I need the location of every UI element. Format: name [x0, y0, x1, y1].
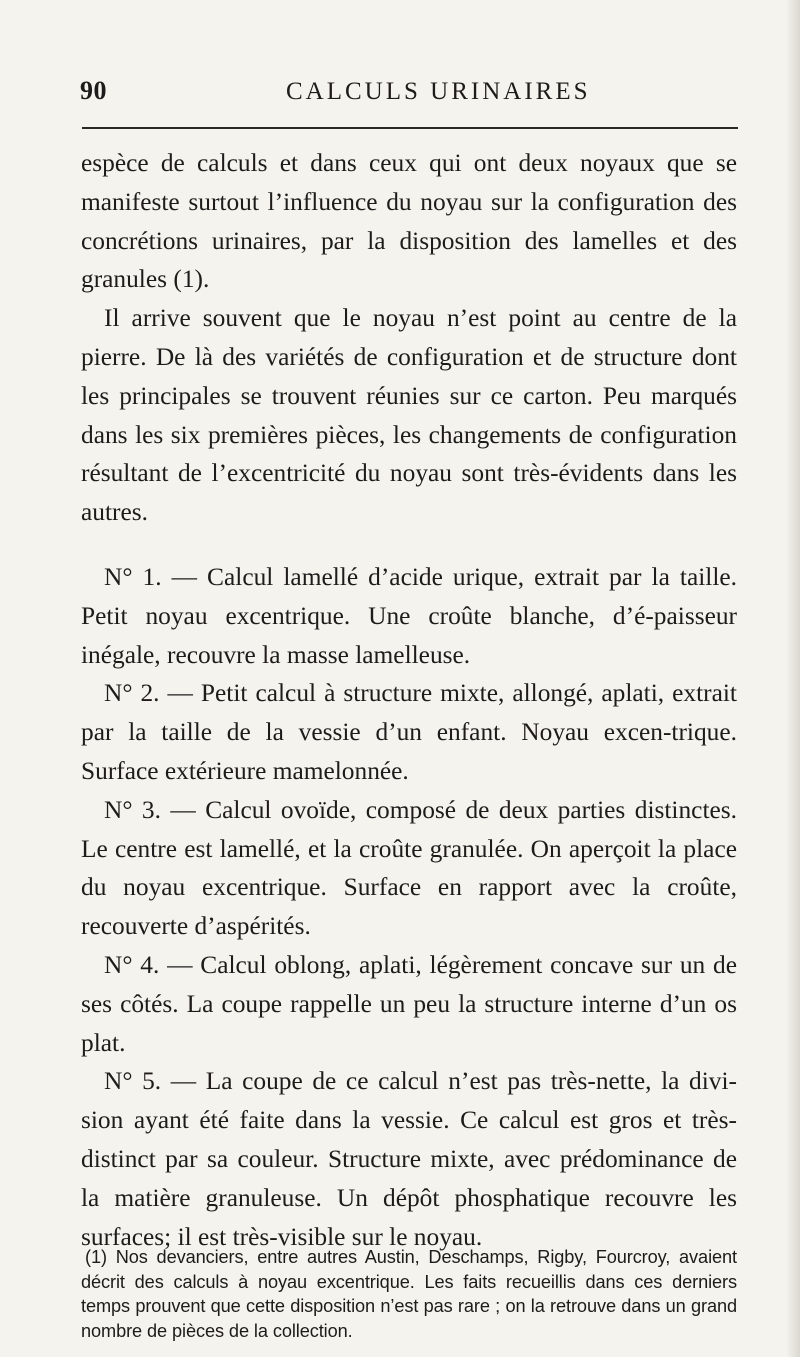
header-rule — [82, 127, 738, 129]
paragraph-continuation: espèce de calculs et dans ceux qui ont deux noyaux que se manifeste surtout l’influence du noyau sur la configuration des concrétions urinaires, par la disposition des lamelles et des granules (1). — [81, 149, 737, 294]
paragraph-item-5: N° 5. — La coupe de ce calcul n’est pas très-nette, la divi-sion ayant été faite dans la vessie. Ce calcul est gros et très-distinct par sa couleur. Structure mixte, avec prédominance de la matière granuleuse. Un dépôt phosphatique recouvre les surfaces; il est très-visible sur le noyau. — [81, 1067, 737, 1251]
paragraph-item-2: N° 2. — Petit calcul à structure mixte, allongé, aplati, extrait par la taille de la vessie d’un enfant. Noyau excen-trique. Surface extérieure mamelonnée. — [81, 679, 737, 785]
footnote — [81, 1245, 737, 1343]
page-edge-shadow — [786, 0, 800, 1357]
paragraph-item-4: N° 4. — Calcul oblong, aplati, légèrement concave sur un de ses côtés. La coupe rappelle un peu la structure interne d’un os plat. — [81, 950, 737, 1057]
page-number: 90 — [80, 76, 107, 105]
paragraph-item-1: N° 1. — Calcul lamellé d’acide urique, extrait par la taille. Petit noyau excentrique. Une croûte blanche, d’é-paisseur inégale, recouvre la masse lamelleuse. — [81, 562, 737, 669]
page-header — [80, 76, 740, 116]
main-text — [81, 144, 737, 1256]
running-title: CALCULS URINAIRES — [286, 78, 591, 105]
paragraph-excentricity: Il arrive souvent que le noyau n’est point au centre de la pierre. De là des variétés de configuration et de structure dont les principales se trouvent réunies sur ce carton. Peu marqués dans les six premières pièces, les changements de configuration résultant de l’excentricité du noyau sont très-évidents dans les autres. — [81, 304, 737, 527]
paragraph-item-3: N° 3. — Calcul ovoïde, composé de deux parties distinctes. Le centre est lamellé, et la croûte granulée. On aperçoit la place du noyau excentrique. Surface en rapport avec la croûte, recouverte d’aspérités. — [81, 795, 737, 941]
footnote-text: (1) Nos devanciers, entre autres Austin, Deschamps, Rigby, Fourcroy, avaient décrit des calculs à noyau excentrique. Les faits recueillis dans ces derniers temps prouvent que cette disposition n’est pas rare ; on la retrouve dans un grand nombre de pièces de la collection. — [81, 1247, 737, 1341]
